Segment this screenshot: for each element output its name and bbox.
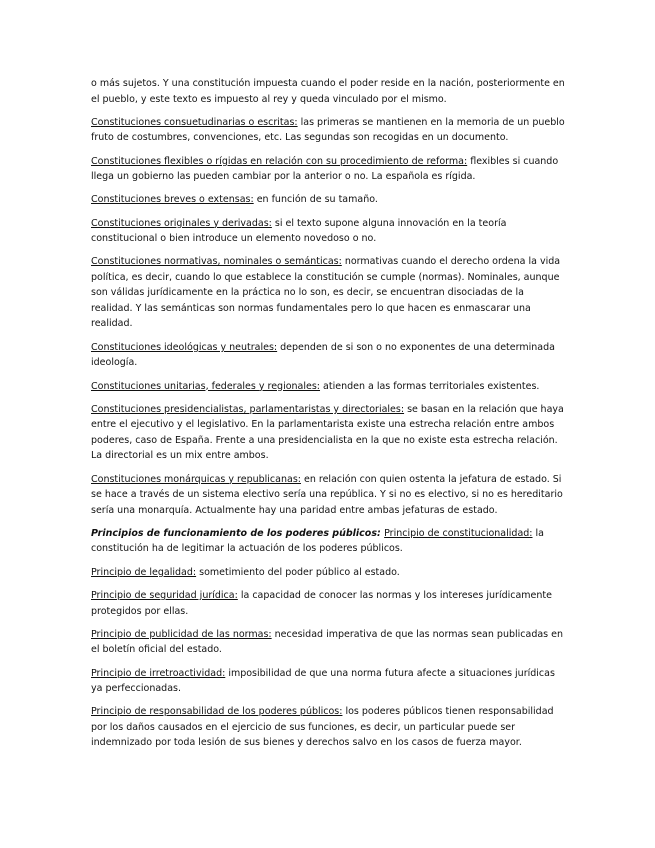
paragraph-text: los poderes públicos tienen responsabilidad por los daños causados en el ejercicio de sus funciones, es decir, un particular puede ser indemnizado por toda lesión de sus bienes y derechos salvo en los casos de fuerza mayor. (91, 706, 554, 749)
paragraph-term: Constituciones monárquicas y republicanas: (91, 473, 301, 485)
paragraph-text: atienden a las formas territoriales existentes. (320, 380, 540, 392)
paragraph-term: Constituciones breves o extensas: (91, 194, 254, 206)
paragraph-text: las primeras se mantienen en la memoria de un pueblo fruto de costumbres, convenciones, etc. Las segundas son recogidas en un documento. (91, 116, 565, 144)
paragraph-text: se basan en la relación que haya entre el ejecutivo y el legislativo. En la parlamentarista existe una estrecha relación entre ambos poderes, caso de España. Frente a una presidencialista en la que no existe esta estrecha relación. La directorial es un mix entre ambos. (91, 403, 564, 462)
paragraph-term: Principio de responsabilidad de los poderes públicos: (91, 706, 343, 718)
paragraph-seguridad-juridica (91, 588, 567, 619)
paragraph-originales (91, 216, 567, 247)
paragraph-term: Constituciones ideológicas y neutrales: (91, 341, 278, 353)
paragraph-breves (91, 192, 567, 208)
paragraph-term: Constituciones unitarias, federales y regionales: (91, 380, 321, 392)
paragraph-lead: Principios de funcionamiento de los poderes públicos: (91, 527, 385, 539)
paragraph-text: normativas cuando el derecho ordena la vida política, es decir, cuando lo que establece la constitución se cumple (normas). Nominales, aunque son válidas jurídicamente en la práctica no lo son, es decir, se encuentran disociadas de la realidad. Y las semánticas son normas fundamentales pero lo que hacen es enmascarar una realidad. (91, 256, 561, 330)
paragraph-irretroactividad (91, 666, 567, 697)
paragraph-text: en función de su tamaño. (253, 194, 378, 206)
paragraph-term: Constituciones normativas, nominales o semánticas: (91, 256, 342, 268)
paragraph-term: Principio de irretroactividad: (91, 667, 226, 679)
paragraph-text: flexibles si cuando llega un gobierno las pueden cambiar por la anterior o no. La española es rígida. (91, 155, 559, 183)
paragraph-term: Constituciones consuetudinarias o escritas: (91, 116, 298, 128)
paragraph-text: o más sujetos. Y una constitución impuesta cuando el poder reside en la nación, posteriormente en el pueblo, y este texto es impuesto al rey y queda vinculado por el mismo. (91, 78, 565, 105)
paragraph-flexibles (91, 154, 567, 185)
paragraph-normativas (91, 254, 567, 332)
paragraph-legalidad (91, 565, 567, 581)
paragraph-text: la constitución ha de legitimar la actuación de los poderes públicos. (91, 527, 544, 555)
paragraph-text: imposibilidad de que una norma futura afecte a situaciones jurídicas ya perfeccionadas. (91, 667, 555, 695)
paragraph-text: dependen de si son o no exponentes de una determinada ideología. (91, 341, 555, 369)
paragraph-ideologicas (91, 340, 567, 371)
paragraph-presidencialistas (91, 402, 567, 464)
paragraph-term: Principio de seguridad jurídica: (91, 590, 238, 602)
paragraph-monarquicas (91, 472, 567, 519)
paragraph-unitarias (91, 379, 567, 395)
paragraph-text: la capacidad de conocer las normas y los intereses jurídicamente protegidos por ellas. (91, 590, 552, 617)
paragraph-term: Constituciones presidencialistas, parlamentaristas y directoriales: (91, 403, 405, 415)
paragraph-responsabilidad (91, 704, 567, 751)
document-page (91, 76, 567, 759)
paragraph-text: si el texto supone alguna innovación en la teoría constitucional o bien introduce un elemento novedoso o no. (91, 217, 507, 245)
paragraph-term: Principio de constitucionalidad: (384, 527, 533, 539)
paragraph-publicidad (91, 627, 567, 658)
paragraph-text: sometimiento del poder público al estado. (196, 566, 400, 578)
paragraph-term: Principio de legalidad: (91, 566, 197, 578)
paragraph-constitucionalidad (91, 526, 567, 557)
paragraph-term: Constituciones flexibles o rígidas en relación con su procedimiento de reforma: (91, 155, 468, 167)
paragraph-term: Principio de publicidad de las normas: (91, 628, 272, 640)
paragraph-term: Constituciones originales y derivadas: (91, 217, 272, 229)
paragraph-intro (91, 76, 567, 107)
paragraph-text: en relación con quien ostenta la jefatura de estado. Si se hace a través de un sistema electivo sería una república. Y si no es electivo, si no es hereditario sería una monarquía. Actualmente hay una paridad entre ambas jefaturas de estado. (91, 473, 563, 516)
paragraph-consuetudinarias (91, 115, 567, 146)
paragraph-text: necesidad imperativa de que las normas sean publicadas en el boletín oficial del estado. (91, 628, 564, 656)
